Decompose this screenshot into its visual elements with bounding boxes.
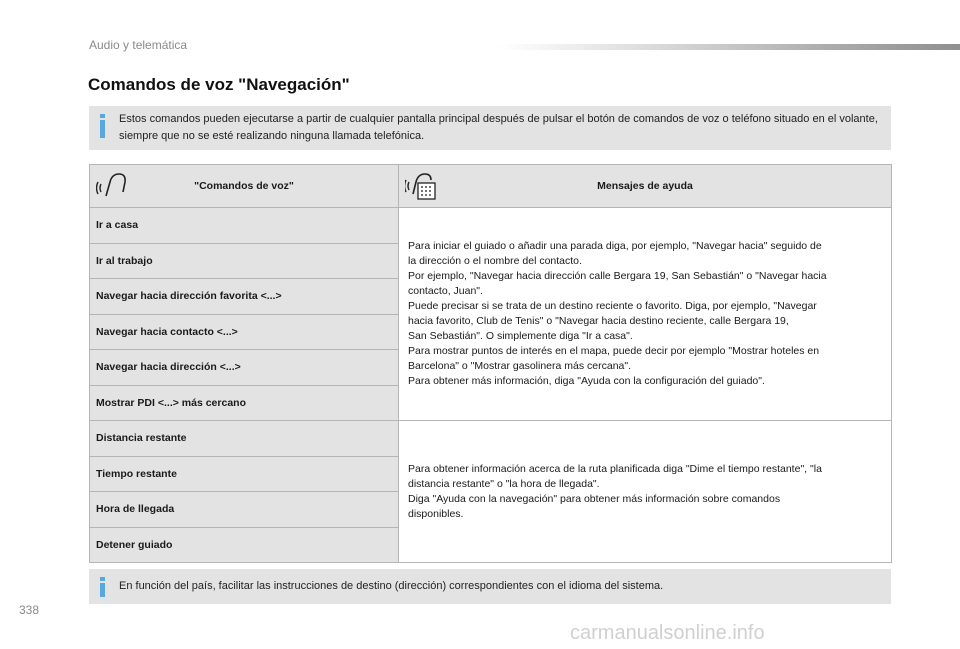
help-header-label: Mensajes de ayuda	[597, 180, 693, 192]
help-line: la dirección o el nombre del contacto.	[408, 255, 582, 267]
help-line: Para obtener información acerca de la ruta planificada diga "Dime el tiempo restante", "la	[408, 462, 822, 475]
help-message-icon	[405, 170, 439, 202]
section-header: Audio y telemática	[89, 38, 188, 52]
help-line: distancia restante" o "la hora de llegada".	[408, 477, 600, 490]
command-cell: Navegar hacia dirección <...>	[90, 350, 399, 386]
command-cell: Mostrar PDI <...> más cercano	[90, 385, 399, 421]
header-gradient-bar	[498, 44, 960, 50]
voice-command-icon	[96, 170, 130, 202]
intro-note-text: Estos comandos pueden ejecutarse a partir de cualquier pantalla principal después de pulsar el botón de comandos de voz o teléfono situado en el volante, siempre que no se esté realizando ninguna llamada telefónica.	[119, 113, 878, 142]
help-line: Diga "Ayuda con la navegación" para obtener más información sobre comandos	[408, 492, 781, 505]
command-cell: Navegar hacia dirección favorita <...>	[90, 279, 399, 315]
help-line: disponibles.	[408, 507, 464, 520]
help-column-header	[399, 165, 892, 208]
watermark: carmanualsonline.info	[570, 622, 765, 644]
command-cell: Distancia restante	[90, 421, 399, 457]
page-number: 338	[19, 603, 40, 617]
help-line: San Sebastián". O simplemente diga "Ir a casa".	[408, 330, 633, 342]
voice-commands-table	[89, 164, 892, 563]
help-line: Para obtener más información, diga "Ayuda con la configuración del guiado".	[408, 375, 765, 387]
help-text-group-1	[399, 208, 892, 421]
bottom-note-text: En función del país, facilitar las instrucciones de destino (dirección) correspondientes con el idioma del sistema.	[119, 580, 664, 592]
help-line: hacia favorito, Club de Tenis" o "Navegar hacia destino reciente, calle Bergara 19,	[408, 315, 789, 327]
help-line: Por ejemplo, "Navegar hacia dirección calle Bergara 19, San Sebastián" o "Navegar hacia	[408, 270, 827, 282]
commands-header-label: "Comandos de voz"	[194, 180, 294, 192]
command-cell: Hora de llegada	[90, 492, 399, 528]
help-line: Para iniciar el guiado o añadir una parada diga, por ejemplo, "Navegar hacia" seguido de	[408, 240, 822, 252]
help-line: Puede precisar si se trata de un destino reciente o favorito. Diga, por ejemplo, "Navegar	[408, 300, 817, 312]
command-cell: Tiempo restante	[90, 456, 399, 492]
help-line: Para mostrar puntos de interés en el mapa, puede decir por ejemplo "Mostrar hoteles en	[408, 345, 820, 357]
commands-column-header	[90, 165, 399, 208]
help-line: contacto, Juan".	[408, 285, 483, 297]
bottom-info-box	[89, 569, 891, 604]
help-line: Barcelona" o "Mostrar gasolinera más cercana".	[408, 360, 632, 372]
command-cell: Ir a casa	[90, 208, 399, 244]
intro-info-box	[89, 106, 891, 150]
command-cell: Detener guiado	[90, 527, 399, 563]
command-cell: Navegar hacia contacto <...>	[90, 314, 399, 350]
page-title: Comandos de voz "Navegación"	[88, 75, 350, 94]
command-cell: Ir al trabajo	[90, 243, 399, 279]
info-icon	[100, 114, 105, 138]
info-icon	[100, 577, 105, 597]
help-text-group-2	[399, 421, 892, 563]
